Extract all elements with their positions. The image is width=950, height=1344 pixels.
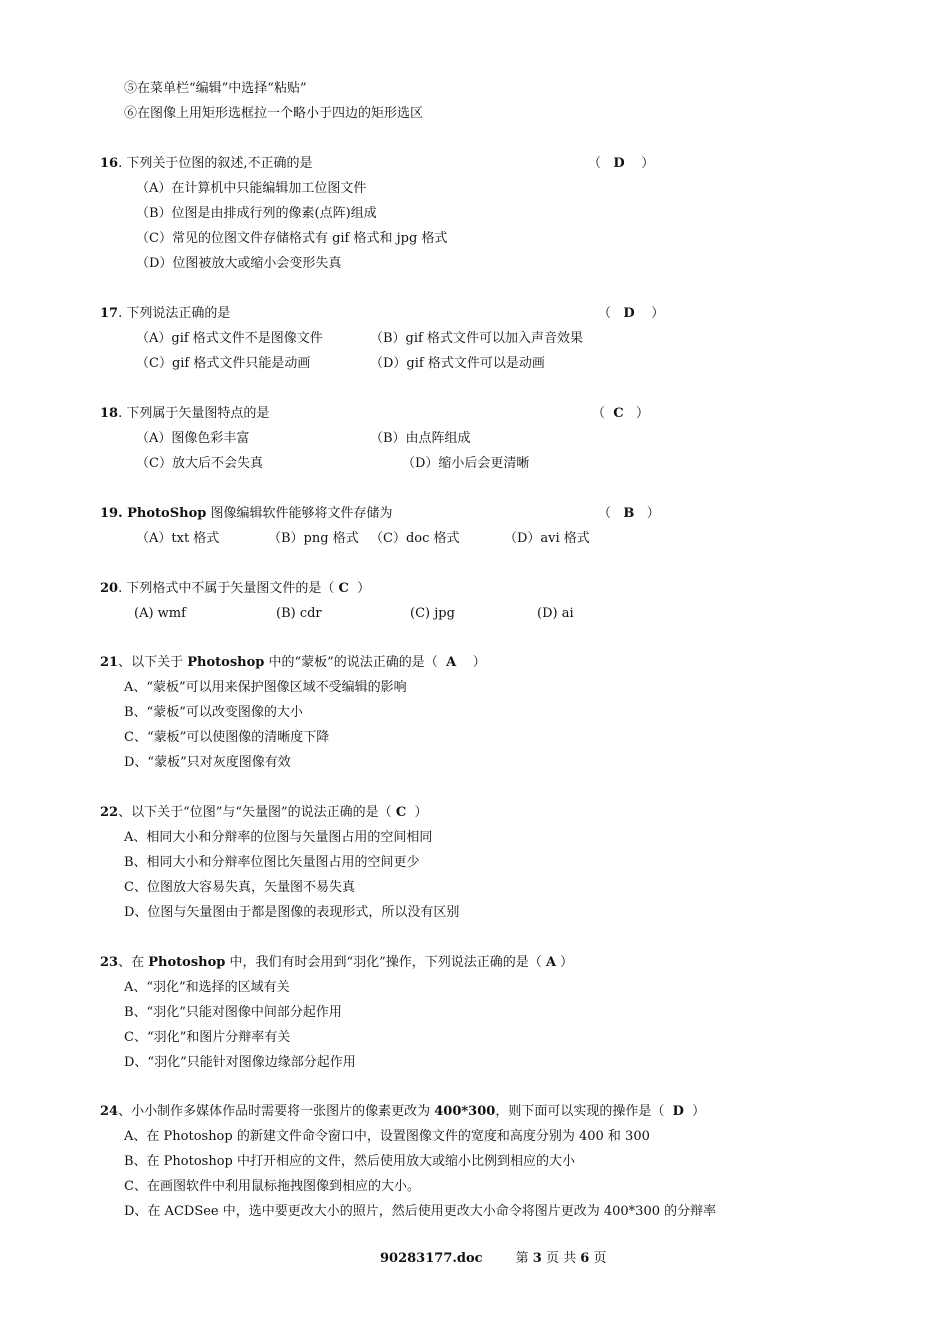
option-d: D、位图与矢量图由于都是图像的表现形式，所以没有区别: [124, 905, 460, 920]
option-d: （D）gif 格式文件可以是动画: [370, 356, 545, 371]
option-c: C、在画图软件中利用鼠标拖拽图像到相应的大小。: [124, 1179, 420, 1194]
question-23-stem: [100, 955, 573, 971]
answer-bracket: ）: [472, 655, 486, 670]
question-number: 17: [100, 306, 119, 321]
question-16-answer: （ D ）: [588, 156, 655, 171]
question-24-stem: [100, 1104, 705, 1120]
answer-letter: C: [613, 406, 624, 421]
option-b: B、在 Photoshop 中打开相应的文件，然后使用放大或缩小比例到相应的大小: [124, 1154, 576, 1169]
answer-letter: A: [545, 955, 557, 970]
software-name: PhotoShop: [127, 506, 207, 521]
question-19-answer: （ B ）: [598, 506, 660, 521]
question-text: . 下列格式中不属于矢量图文件的是（: [118, 581, 335, 596]
question-17-answer: （ D ）: [598, 306, 665, 321]
question-text: 、以下关于: [118, 655, 184, 670]
answer-letter: D: [672, 1104, 684, 1119]
question-text: 、以下关于“位图”与“矢量图”的说法正确的是（: [118, 805, 392, 820]
page-footer: [380, 1251, 606, 1267]
question-16-stem: [100, 156, 313, 172]
question-number: 24: [100, 1104, 119, 1119]
page-total: 6: [580, 1251, 590, 1266]
answer-letter: D: [613, 156, 625, 171]
option-b: （B）png 格式: [268, 531, 359, 546]
option-c: （C）常见的位图文件存储格式有 gif 格式和 jpg 格式: [136, 231, 448, 246]
answer-bracket: ）: [357, 581, 371, 596]
option-b: （B）由点阵组成: [370, 431, 471, 446]
answer-bracket: ）: [560, 955, 574, 970]
question-number: 22: [100, 805, 119, 820]
answer-letter: B: [623, 506, 635, 521]
question-text: ，则下面可以实现的操作是（: [495, 1104, 665, 1119]
question-17-stem: [100, 306, 230, 322]
option-b: (B) cdr: [276, 606, 322, 621]
option-d: D、在 ACDSee 中，选中要更改大小的照片，然后使用更改大小命令将图片更改为 400*300 的分辩率: [124, 1204, 717, 1219]
option-b: B、相同大小和分辩率位图比矢量图占用的空间更少: [124, 855, 420, 870]
question-text: . 下列关于位图的叙述,不正确的是: [118, 156, 313, 171]
question-text: . 下列属于矢量图特点的是: [118, 406, 270, 421]
option-c: （C）gif 格式文件只能是动画: [136, 356, 311, 371]
step-5: ⑤在菜单栏“编辑”中选择“粘贴”: [124, 81, 307, 96]
option-b: B、“羽化”只能对图像中间部分起作用: [124, 1005, 342, 1020]
question-number: 21: [100, 655, 119, 670]
software-name: Photoshop: [187, 655, 265, 670]
target-size: 400*300: [434, 1104, 496, 1119]
question-number: 23: [100, 955, 119, 970]
question-text: . 下列说法正确的是: [118, 306, 231, 321]
option-b: （B）位图是由排成行列的像素(点阵)组成: [136, 206, 377, 221]
question-number: 19: [100, 506, 119, 521]
software-name: Photoshop: [148, 955, 226, 970]
option-a: A、在 Photoshop 的新建文件命令窗口中，设置图像文件的宽度和高度分别为 400 和 300: [124, 1129, 650, 1144]
option-b: B、“蒙板”可以改变图像的大小: [124, 705, 303, 720]
option-a: （A）gif 格式文件不是图像文件: [136, 331, 323, 346]
answer-letter: A: [446, 655, 457, 670]
option-c: (C) jpg: [410, 606, 455, 621]
page-label: 页 共: [545, 1251, 577, 1266]
step-6: ⑥在图像上用矩形选框拉一个略小于四边的矩形选区: [124, 106, 424, 121]
option-c: C、位图放大容易失真，矢量图不易失真: [124, 880, 355, 895]
question-18-answer: （ C ）: [592, 406, 650, 421]
option-c: C、“羽化”和图片分辩率有关: [124, 1030, 291, 1045]
answer-bracket: ）: [692, 1104, 706, 1119]
question-number: 20: [100, 581, 119, 596]
answer-bracket: ）: [414, 805, 428, 820]
question-20-stem: [100, 581, 370, 597]
option-a: A、相同大小和分辩率的位图与矢量图占用的空间相同: [124, 830, 433, 845]
question-22-stem: [100, 805, 427, 821]
option-b: （B）gif 格式文件可以加入声音效果: [370, 331, 583, 346]
option-d: （D）缩小后会更清晰: [402, 456, 530, 471]
question-number: 16: [100, 156, 119, 171]
question-text: 中的“蒙板”的说法正确的是（: [268, 655, 438, 670]
option-a: A、“蒙板”可以用来保护图像区域不受编辑的影响: [124, 680, 407, 695]
option-a: （A）图像色彩丰富: [136, 431, 250, 446]
question-21-stem: [100, 655, 486, 671]
question-18-stem: [100, 406, 269, 422]
question-text: 、小小制作多媒体作品时需要将一张图片的像素更改为: [118, 1104, 431, 1119]
question-text: 、在: [118, 955, 145, 970]
answer-letter: C: [338, 581, 349, 596]
option-a: （A）txt 格式: [136, 531, 220, 546]
option-c: （C）放大后不会失真: [136, 456, 263, 471]
question-19-stem: 19. PhotoShop 图像编辑软件能够将文件存储为: [100, 506, 393, 521]
question-number: 18: [100, 406, 119, 421]
question-text: 图像编辑软件能够将文件存储为: [210, 506, 393, 521]
page-label: 第: [515, 1251, 529, 1266]
answer-letter: C: [395, 805, 407, 820]
option-a: （A）在计算机中只能编辑加工位图文件: [136, 181, 367, 196]
option-d: D、“羽化”只能针对图像边缘部分起作用: [124, 1055, 356, 1070]
option-d: （D）avi 格式: [504, 531, 590, 546]
option-d: （D）位图被放大或缩小会变形失真: [136, 256, 342, 271]
option-c: （C）doc 格式: [370, 531, 460, 546]
page-number: 3: [532, 1251, 542, 1266]
option-c: C、“蒙板”可以使图像的清晰度下降: [124, 730, 330, 745]
option-d: D、“蒙板”只对灰度图像有效: [124, 755, 291, 770]
option-d: (D) ai: [537, 606, 574, 621]
question-text: 中，我们有时会用到“羽化”操作，下列说法正确的是（: [229, 955, 542, 970]
option-a: A、“羽化”和选择的区域有关: [124, 980, 290, 995]
page-label: 页: [593, 1251, 607, 1266]
answer-letter: D: [623, 306, 635, 321]
option-a: (A) wmf: [134, 606, 186, 621]
document-filename: 90283177.doc: [380, 1251, 483, 1266]
